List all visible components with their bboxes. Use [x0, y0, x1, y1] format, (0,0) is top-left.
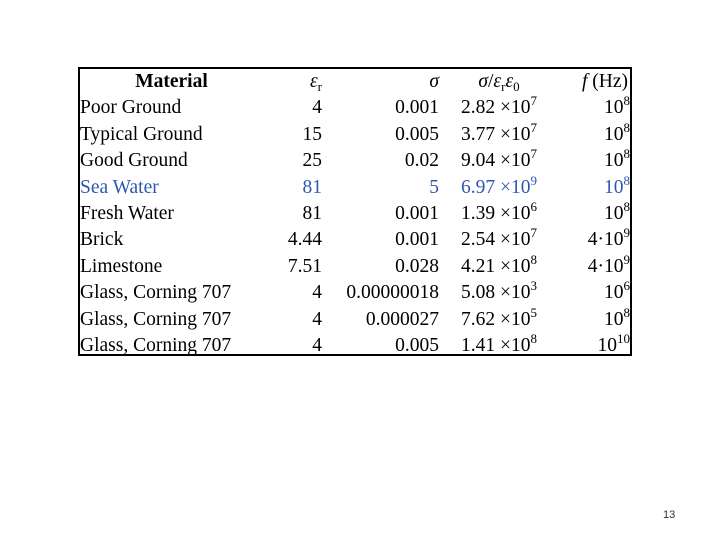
loss-ratio-cell [439, 172, 559, 201]
frequency-exponent: 6 [623, 278, 630, 294]
conductivity-cell: 0.028 [395, 255, 439, 277]
loss-ratio-cell [439, 251, 559, 280]
frequency-mantissa: 10 [604, 123, 624, 145]
frequency-exponent: 8 [623, 93, 630, 109]
header-frequency [559, 69, 630, 95]
conductivity-cell: 0.001 [395, 97, 439, 119]
loss-ratio-mantissa: 9.04 ×10 [461, 150, 531, 172]
frequency-mantissa: 4·10 [587, 229, 624, 251]
header-row [80, 69, 630, 95]
frequency-mantissa: 10 [604, 150, 624, 172]
sigma-symbol: σ [429, 71, 439, 92]
ratio-epsilon0-subscript: 0 [513, 79, 520, 94]
table-row [80, 122, 630, 148]
table-row [80, 254, 630, 280]
loss-ratio-mantissa: 7.62 ×10 [461, 308, 531, 330]
frequency-exponent: 10 [617, 331, 630, 347]
frequency-cell [559, 251, 630, 280]
loss-ratio-exponent: 8 [530, 251, 537, 267]
loss-ratio-cell [439, 304, 559, 333]
frequency-cell [559, 119, 630, 148]
frequency-symbol: f [581, 71, 588, 92]
header-conductivity [322, 69, 439, 95]
ratio-slash: / [487, 71, 494, 92]
ratio-sigma: σ [478, 71, 488, 92]
table-row [80, 227, 630, 253]
loss-ratio-mantissa: 6.97 ×10 [461, 176, 531, 198]
relative-permittivity-cell: 25 [302, 150, 322, 172]
material-cell: Glass, Corning 707 [80, 282, 232, 304]
loss-ratio-cell [439, 333, 559, 359]
relative-permittivity-cell: 7.51 [287, 255, 322, 277]
loss-ratio-mantissa: 1.41 ×10 [461, 335, 531, 357]
frequency-mantissa: 10 [604, 282, 624, 304]
loss-ratio-exponent: 7 [530, 119, 537, 135]
ratio-epsilon0: ε [505, 71, 514, 92]
frequency-mantissa: 10 [597, 335, 617, 357]
frequency-exponent: 8 [623, 119, 630, 135]
frequency-cell [559, 304, 630, 333]
frequency-mantissa: 10 [604, 176, 624, 198]
header-material: Material [135, 71, 208, 92]
loss-ratio-mantissa: 1.39 ×10 [461, 203, 531, 225]
frequency-cell [559, 201, 630, 227]
loss-ratio-mantissa: 5.08 ×10 [461, 282, 531, 304]
frequency-mantissa: 10 [604, 97, 624, 119]
table-row [80, 148, 630, 174]
frequency-mantissa: 10 [604, 308, 624, 330]
table-row [80, 201, 630, 227]
conductivity-cell: 0.005 [395, 123, 439, 145]
loss-ratio-cell [439, 95, 559, 121]
loss-ratio-cell [439, 148, 559, 174]
frequency-exponent: 8 [623, 304, 630, 320]
loss-ratio-exponent: 3 [530, 278, 537, 294]
loss-ratio-exponent: 7 [530, 225, 537, 241]
loss-ratio-cell [439, 227, 559, 253]
material-cell: Limestone [80, 255, 163, 277]
loss-ratio-mantissa: 3.77 ×10 [461, 123, 531, 145]
conductivity-cell: 5 [429, 176, 439, 198]
conductivity-cell: 0.000027 [365, 308, 439, 330]
frequency-cell [559, 148, 630, 174]
table-body [80, 95, 630, 359]
loss-ratio-exponent: 7 [530, 93, 537, 109]
table-row [80, 95, 630, 121]
conductivity-cell: 0.001 [395, 229, 439, 251]
frequency-cell [559, 227, 630, 253]
loss-ratio-cell [439, 119, 559, 148]
loss-ratio-exponent: 6 [530, 199, 537, 215]
loss-ratio-cell [439, 201, 559, 227]
ratio-epsilon-subscript: r [501, 79, 506, 94]
material-cell: Good Ground [80, 150, 188, 172]
material-cell: Typical Ground [80, 123, 203, 145]
frequency-exponent: 8 [623, 172, 630, 188]
table-row [80, 307, 630, 333]
table-row [80, 333, 630, 359]
frequency-exponent: 8 [623, 146, 630, 162]
frequency-cell [559, 172, 630, 201]
loss-ratio-mantissa: 2.82 ×10 [461, 97, 531, 119]
material-properties-table [80, 69, 630, 359]
epsilon-symbol: ε [309, 71, 318, 92]
frequency-cell [559, 280, 630, 306]
header-relative-permittivity [263, 69, 322, 95]
material-properties-table-frame [78, 67, 632, 356]
loss-ratio-exponent: 8 [530, 331, 537, 347]
material-cell: Fresh Water [80, 203, 174, 225]
material-cell: Brick [80, 229, 124, 251]
relative-permittivity-cell: 81 [302, 203, 322, 225]
loss-ratio-mantissa: 4.21 ×10 [461, 255, 531, 277]
loss-ratio-cell [439, 280, 559, 306]
loss-ratio-exponent: 7 [530, 146, 537, 162]
loss-ratio-exponent: 5 [530, 304, 537, 320]
page-number: 13 [663, 509, 676, 521]
relative-permittivity-cell: 4 [312, 335, 322, 357]
frequency-exponent: 9 [623, 251, 630, 267]
relative-permittivity-cell: 4 [312, 308, 322, 330]
material-cell: Glass, Corning 707 [80, 308, 232, 330]
relative-permittivity-cell: 4 [312, 282, 322, 304]
material-cell: Sea Water [80, 176, 159, 198]
table-row [80, 280, 630, 306]
epsilon-subscript: r [317, 79, 322, 94]
conductivity-cell: 0.02 [404, 150, 439, 172]
table-row [80, 175, 630, 201]
frequency-cell [559, 95, 630, 121]
header-loss-ratio [439, 69, 559, 95]
conductivity-cell: 0.005 [395, 335, 439, 357]
material-cell: Glass, Corning 707 [80, 335, 232, 357]
loss-ratio-exponent: 9 [530, 172, 537, 188]
relative-permittivity-cell: 4.44 [287, 229, 322, 251]
relative-permittivity-cell: 4 [312, 97, 322, 119]
material-cell: Poor Ground [80, 97, 182, 119]
frequency-mantissa: 10 [604, 203, 624, 225]
frequency-cell [559, 333, 630, 359]
relative-permittivity-cell: 15 [302, 123, 322, 145]
ratio-epsilon: ε [493, 71, 502, 92]
loss-ratio-mantissa: 2.54 ×10 [461, 229, 531, 251]
conductivity-cell: 0.001 [395, 203, 439, 225]
conductivity-cell: 0.00000018 [346, 282, 439, 304]
relative-permittivity-cell: 81 [302, 176, 322, 198]
frequency-mantissa: 4·10 [587, 255, 624, 277]
frequency-exponent: 8 [623, 199, 630, 215]
frequency-exponent: 9 [623, 225, 630, 241]
frequency-unit: (Hz) [587, 71, 628, 92]
